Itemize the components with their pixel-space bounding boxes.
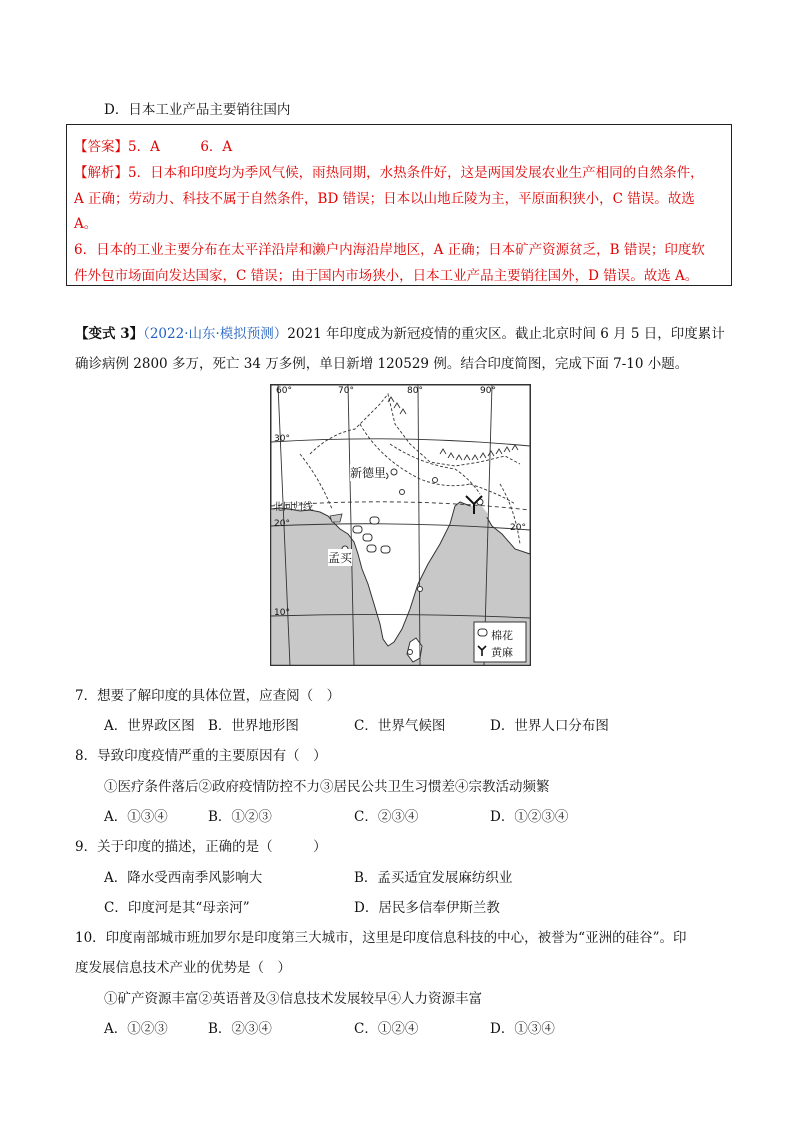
variant-label: 【变式 3】 xyxy=(75,326,144,342)
tropic-label: 北回归线 xyxy=(273,502,313,513)
legend-cotton-icon xyxy=(478,629,487,636)
question-8-stem: 8．导致印度疫情严重的主要原因有（ ） xyxy=(75,748,327,764)
analysis-line-5: 件外包市场面向发达国家，C 错误；由于国内市场狭小，日本工业产品主要销往国外，D 错误。故选 A。 xyxy=(74,268,699,284)
lat-20-right-label: 20° xyxy=(510,523,526,533)
question-9-option-b[interactable]: B．孟买适宜发展麻纺织业 xyxy=(354,870,513,886)
india-map xyxy=(270,384,531,666)
question-9-option-c[interactable]: C．印度河是其“母亲河” xyxy=(104,900,250,916)
city-marker-colombo xyxy=(408,650,413,655)
lon-60-label: 60° xyxy=(276,386,292,396)
question-7-option-d[interactable]: D．世界人口分布图 xyxy=(490,718,609,734)
analysis-line-1: 【解析】5．日本和印度均为季风气候，雨热同期，水热条件好，这是两国发展农业生产相同的自然条件， xyxy=(74,165,704,181)
cotton-icon xyxy=(381,546,390,553)
variant-intro-line-2: 确诊病例 2800 多万，死亡 34 万多例，单日新增 120529 例。结合印度简图，完成下面 7-10 小题。 xyxy=(75,356,689,372)
cotton-icon xyxy=(363,534,372,541)
question-8-option-a[interactable]: A．①③④ xyxy=(104,809,168,825)
cotton-icon xyxy=(353,526,362,533)
question-10-statements: ①矿产资源丰富②英语普及③信息技术发展较早④人力资源丰富 xyxy=(104,991,482,1007)
variant-intro-line-1: 【变式 3】（2022·山东·模拟预测）2021 年印度成为新冠疫情的重灾区。截止北京时间 6 月 5 日，印度累计 xyxy=(75,326,725,342)
question-10-stem-line-1: 10．印度南部城市班加罗尔是印度第三大城市，这里是印度信息科技的中心，被誉为“亚洲的硅谷”。印 xyxy=(75,930,687,946)
cotton-icon xyxy=(370,517,379,524)
question-8-option-d[interactable]: D．①②③④ xyxy=(490,809,569,825)
analysis-line-2: A 正确；劳动力、科技不属于自然条件，BD 错误；日本以山地丘陵为主，平原面积狭小，C 错误。故选 xyxy=(74,191,695,207)
question-7-option-b[interactable]: B．世界地形图 xyxy=(208,718,299,734)
analysis-line-4: 6．日本的工业主要分布在太平洋沿岸和濑户内海沿岸地区，A 正确；日本矿产资源贫乏，B 错误；印度软 xyxy=(74,242,705,258)
question-7-stem: 7．想要了解印度的具体位置，应查阅（ ） xyxy=(75,688,341,704)
lat-30-label: 30° xyxy=(274,434,290,444)
question-8-option-c[interactable]: C．②③④ xyxy=(354,809,419,825)
answer-label: 【答案】 xyxy=(74,139,128,155)
question-10-option-a[interactable]: A．①②③ xyxy=(104,1021,168,1037)
question-7-option-c[interactable]: C．世界气候图 xyxy=(354,718,446,734)
question-10-stem-line-2: 度发展信息技术产业的优势是（ ） xyxy=(75,960,291,976)
question-8-statements: ①医疗条件落后②政府疫情防控不力③居民公共卫生习惯差④宗教活动频繁 xyxy=(104,779,550,795)
prev-option-d: D．日本工业产品主要销往国内 xyxy=(104,102,291,118)
question-10-option-d[interactable]: D．①③④ xyxy=(490,1021,555,1037)
question-9-option-a[interactable]: A．降水受西南季风影响大 xyxy=(104,870,263,886)
city-marker-2 xyxy=(391,469,397,475)
question-7-option-a[interactable]: A．世界政区图 xyxy=(104,718,195,734)
variant-source: （2022·山东·模拟预测） xyxy=(143,326,288,342)
lon-70-label: 70° xyxy=(338,386,354,396)
question-10-option-b[interactable]: B．②③④ xyxy=(208,1021,272,1037)
legend-jute-label: 黄麻 xyxy=(491,646,513,659)
analysis-label: 【解析】 xyxy=(74,165,128,181)
city-marker-3 xyxy=(400,490,405,495)
city-label-delhi: 新德里 xyxy=(350,466,387,480)
lon-80-label: 80° xyxy=(407,386,423,396)
answer-text: 5．A 6．A xyxy=(128,139,233,155)
lon-90-label: 90° xyxy=(480,386,496,396)
city-marker-5 xyxy=(418,587,423,592)
question-8-option-b[interactable]: B．①②③ xyxy=(208,809,272,825)
lat-10-label: 10° xyxy=(274,608,290,618)
question-9-stem: 9．关于印度的描述，正确的是（ ） xyxy=(75,839,327,855)
india-map-svg xyxy=(270,384,531,666)
question-9-option-d[interactable]: D．居民多信奉伊斯兰教 xyxy=(354,900,500,916)
city-marker-4 xyxy=(433,478,438,483)
legend-cotton-label: 棉花 xyxy=(491,629,513,642)
city-label-mumbai: 孟买 xyxy=(328,551,353,565)
analysis-line-3: A。 xyxy=(74,216,98,232)
answer-row xyxy=(74,135,232,155)
cotton-icon xyxy=(367,545,376,552)
question-10-option-c[interactable]: C．①②④ xyxy=(354,1021,419,1037)
lat-20-left-label: 20° xyxy=(274,519,290,529)
